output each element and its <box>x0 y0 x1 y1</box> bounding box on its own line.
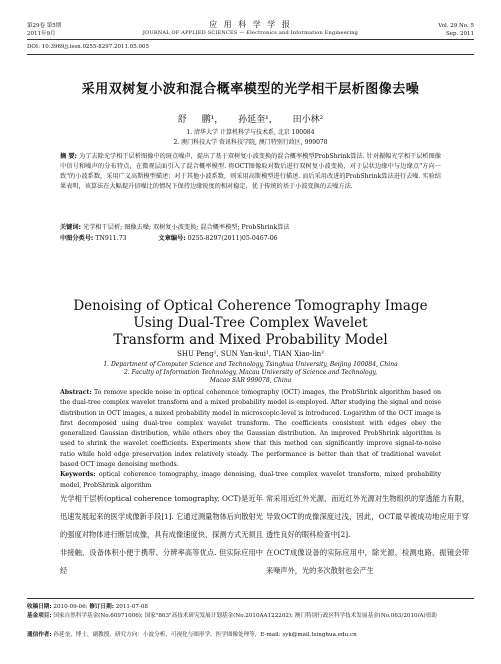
abstract-en <box>60 388 441 491</box>
keywords-cn-label: 关键词: <box>60 224 82 231</box>
revised-label: 修订日期: <box>89 604 114 610</box>
abstract-cn <box>60 152 441 192</box>
doc-code: 0255-8297(2011)05-0467-06 <box>187 235 278 242</box>
clc-number: TN911.73 <box>95 235 127 242</box>
authors-en: SHU Peng¹, SUN Yan-kui¹, TIAN Xiao-lin² <box>177 350 324 358</box>
doi: DOI: 10.3969/j.issn.0255-8297.2011.05.005 <box>27 44 150 50</box>
abstract-en-label: Abstract: <box>60 389 92 396</box>
fund-text: 国家自然科学基金(No.60971006); 国家"863"高技术研究发展计划基金(No.2010AA122202); 澳门特别行政区科学技术发展基金(No.063/2010/A)资助 <box>53 613 437 619</box>
keywords-cn <box>60 222 441 231</box>
keywords-en-label: Keywords: <box>60 471 96 479</box>
author-label: 通信作者: <box>27 632 52 638</box>
volume-issue-cn: 第29卷 第5期 <box>27 23 62 29</box>
date-cn: 2011年9月 <box>27 31 56 37</box>
doc-code-label: 文章编号: <box>158 235 186 242</box>
title-en-line-1: Denoising of Optical Coherence Tomography Image <box>73 298 428 314</box>
body-column-left: 光学相干层析(optical coherence tomography, OCT)是近年迅速发展起来的医学成像新手段[1]. 它通过测量物体后向散射光的强度对物体进行断层成像，具有成像速度快、探测方式无损且非接触、设备体积小便于携带、分辨率高等优点. 但实际应用中经 <box>60 494 263 575</box>
received-label: 收稿日期: <box>27 604 52 610</box>
footnote-fund <box>27 612 474 621</box>
abstract-en-text: To remove speckle noise in optical coherence tomography (OCT) images, the ProbShrink algorithm based on the dual-tree complex wavelet transform and a mixed probability model is employed. After studying the signal and noise distribution in OCT images, a mixed probability model in microscopic-level is introduced. Logarithm of the OCT image is first decomposed using dual-tree complex wavelet transform. The coefficients consistent with edges obey the generalized Gaussian distribution, while others obey the Gaussian distribution. An improved ProbShrink algorithm is used to shrink the wavelet coefficients. Experiments show that this method can significantly improve signal-to-noise ratio while hold edge preservation index relatively steady. The performance is better than that of traditional wavelet based OCT image denoising methods. <box>60 389 442 469</box>
title-en <box>0 298 501 349</box>
date-en: Sep. 2011 <box>445 31 474 37</box>
affiliation-en-2: 2. Faculty of Information Technology, Macau University of Science and Technology, <box>123 369 378 376</box>
affiliation-cn-2: 2. 澳门科技大学 资讯科技学院, 澳门特别行政区, 999078 <box>173 139 328 146</box>
journal-name-cn: 应 用 科 学 学 报 <box>209 20 292 29</box>
header-rule <box>27 39 474 40</box>
footnote-author <box>27 631 474 640</box>
doi-rule <box>27 54 474 55</box>
title-en-line-3: Transform and Mixed Probability Model <box>113 332 388 348</box>
keywords-cn-text: 光学相干层析; 图像去噪; 双树复小波变换; 混合概率模型; ProbShrink算法 <box>83 224 290 231</box>
volume-issue-en: Vol. 29 No. 5 <box>438 23 474 29</box>
received-date: 2010-09-06; <box>53 604 88 610</box>
abstract-cn-label: 摘 要: <box>60 153 78 160</box>
abstract-cn-text: 为了去除光学相干层析图像中的斑点噪声，提出了基于双树复小波变换的混合概率模型ProbShrink算法. 针对振幅光学相干层析图像中信号和噪声的分布特点，在微观层面引入了混合概率模型. 将OCT图像取对数后进行双树复小波变换，对于层状边缘中与边缘点"方向一致"的小波系数，采用广义高斯模型描述；对于其他小波系数，则采用高斯模型进行描述. 而后采用改进的ProbShrink算法进行去噪. 实验结果表明，该算法在大幅提升信噪比的情况下保持边缘锐度的相对稳定，优于传统的基于小波变换的去噪方法. <box>60 153 441 190</box>
title-en-line-2: Using Dual-Tree Complex Wavelet <box>133 315 368 331</box>
classification-line <box>60 233 441 242</box>
running-header-right <box>438 22 474 38</box>
authors-cn: 舒 鹏¹， 孙延奎¹， 田小林² <box>177 115 324 125</box>
footnote-dates <box>27 603 474 612</box>
revised-date: 2011-07-08 <box>115 604 148 610</box>
body-column-right: 常采用近红外光源，而近红外光源对生物组织的穿透能力有限，导致OCT的成像深度过浅，因此，OCT最早被成功地应用于穿透性良好的眼科检查中[2]. 在OCT成像设备的实际应用中，除光源、检测电路、振镜会带来噪声外，光的多次散射也会产生 <box>266 494 469 575</box>
fund-label: 基金项目: <box>27 613 52 619</box>
title-cn: 采用双树复小波和混合概率模型的光学相干层析图像去噪 <box>81 82 420 97</box>
author-text: 孙延奎，博士，副教授，研究方向：小波分析、可视化与图形学、医学图像处理等，E-mail: syk@mail.tsinghua.edu.cn <box>53 632 357 638</box>
affiliation-cn-1: 1. 清华大学 计算机科学与技术系, 北京 100084 <box>186 129 315 136</box>
affiliation-en-3: Macao SAR 999078, China <box>209 377 292 384</box>
keywords-en-text: optical coherence tomography, image denoising, dual-tree complex wavelet transform, mixed probability model, ProbShrink algorithm <box>60 471 441 489</box>
clc-label: 中图分类号: <box>60 235 94 242</box>
footnote-rule <box>27 598 474 599</box>
affiliation-en-1: 1. Department of Computer Science and Technology, Tsinghua University, Beijing 100084, China <box>103 361 398 368</box>
journal-name-en: JOURNAL OF APPLIED SCIENCES — Electronics and Information Engineering <box>142 30 359 36</box>
